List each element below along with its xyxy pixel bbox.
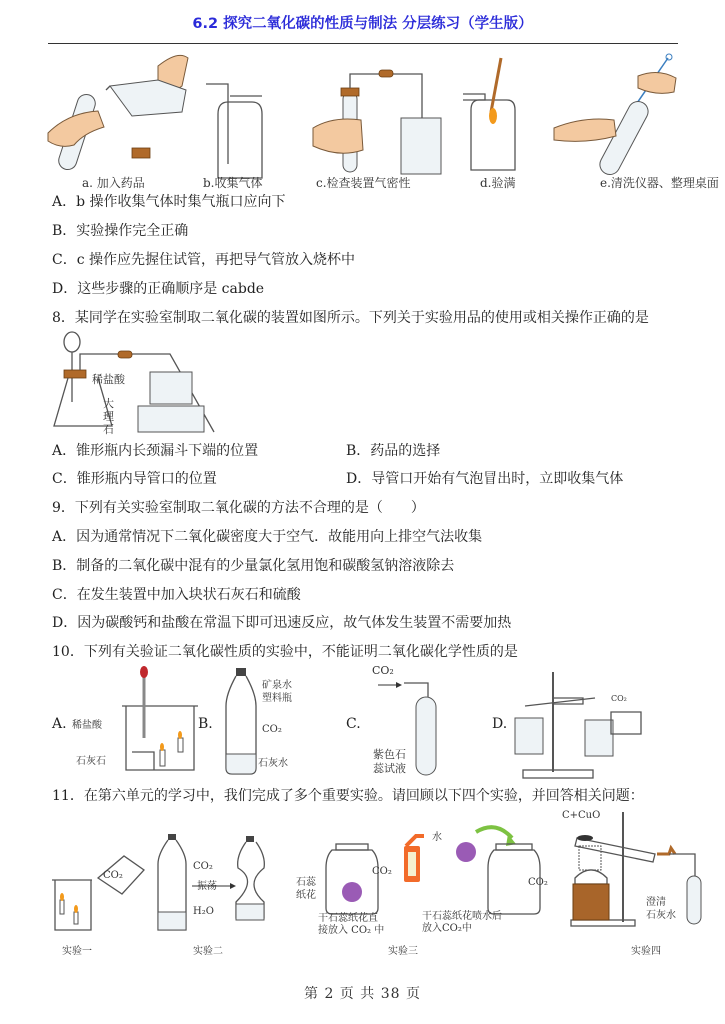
q10-b-bottle	[222, 668, 262, 778]
exp3-label-flower-1: 石蕊	[296, 877, 316, 888]
q8-option-b: B．药品的选择	[346, 443, 441, 459]
q10-a-label-limestone: 石灰石	[76, 756, 106, 767]
q7-figure	[48, 48, 719, 190]
q8-option-d: D．导管口开始有气泡冒出时，立即收集气体	[346, 471, 624, 487]
adding-reagent-illustration	[48, 48, 198, 168]
q7-caption-b: b.收集气体	[203, 176, 263, 190]
q9-option-d: D．因为碳酸钙和盐酸在常温下即可迅速反应，故气体发生装置不需要加热	[52, 615, 512, 631]
q7-option-a: A．b 操作收集气体时集气瓶口应向下	[52, 194, 286, 210]
exp3-caption: 实验三	[388, 946, 418, 957]
q7-caption-c: c.检查装置气密性	[316, 176, 411, 190]
exp3-label-wet-2: 放入CO₂中	[422, 923, 472, 934]
label-marble-1: 大	[103, 397, 114, 410]
exp3-label-co2-left: CO₂	[372, 866, 392, 877]
q10-letter-b: B.	[198, 716, 213, 732]
q10-a-label-acid: 稀盐酸	[72, 720, 102, 731]
q10-a-candles-beaker	[122, 668, 202, 768]
q10-c-label-litmus-1: 紫色石	[373, 748, 406, 761]
q8-stem: 8．某同学在实验室制取二氧化碳的装置如图所示。下列关于实验用品的使用或相关操作正确的是	[52, 310, 649, 326]
exp3-label-flower-2: 纸花	[296, 890, 316, 901]
exp1-pour-co2-beaker	[52, 850, 152, 950]
q10-stem: 10．下列有关验证二氧化碳性质的实验中，不能证明二氧化碳化学性质的是	[52, 644, 518, 660]
q10-d-label-co2: CO₂	[611, 694, 627, 703]
q10-b-label-bottle-2: 塑料瓶	[262, 693, 292, 704]
q7-caption-d: d.验满	[480, 176, 516, 190]
q7-option-c: C．c 操作应先握住试管，再把导气管放入烧杯中	[52, 252, 356, 268]
q8-option-c: C．锥形瓶内导管口的位置	[52, 471, 217, 487]
cleaning-illustration	[548, 52, 678, 172]
q10-b-label-bottle-1: 矿泉水	[262, 680, 292, 691]
q10-letter-d: D.	[492, 716, 508, 732]
q7-option-b: B．实验操作完全正确	[52, 223, 189, 239]
exp4-label-lime-2: 石灰水	[646, 910, 676, 921]
exp2-caption: 实验二	[193, 946, 223, 957]
exp3-label-water: 水	[432, 832, 442, 843]
exp2-label-co2: CO₂	[193, 861, 213, 872]
label-marble-2: 理	[103, 410, 114, 423]
q11-stem: 11．在第六单元的学习中，我们完成了多个重要实验。请回顾以下四个实验，并回答相关问题：	[52, 788, 644, 804]
exp4-label-lime-1: 澄清	[646, 897, 666, 908]
page-indicator: 第 2 页 共 38 页	[304, 986, 421, 1002]
q9-option-c: C．在发生装置中加入块状石灰石和硫酸	[52, 587, 301, 603]
exp1-caption: 实验一	[62, 946, 92, 957]
exp3-label-wet-1: 干石蕊纸花喷水后	[422, 911, 502, 922]
exp3-label-dry-2: 接放入 CO₂ 中	[318, 925, 385, 936]
exp4-caption: 实验四	[631, 946, 661, 957]
q10-b-label-limewater: 石灰水	[258, 758, 288, 769]
q8-option-a: A．锥形瓶内长颈漏斗下端的位置	[52, 443, 259, 459]
q7-caption-e: e.清洗仪器、整理桌面	[600, 176, 719, 190]
q7-caption-a: a. 加入药品	[82, 176, 145, 190]
exp3-label-dry-1: 干石蕊纸花直	[318, 913, 378, 924]
exp4-carbon-reduction	[565, 808, 715, 928]
full-test-illustration	[463, 58, 523, 178]
header-divider	[48, 43, 678, 44]
co2-generation-apparatus	[52, 330, 232, 435]
airtightness-check-illustration	[313, 68, 443, 188]
exp2-bottle-shake	[158, 834, 318, 934]
q10-c-label-co2: CO₂	[372, 664, 394, 677]
q9-option-a: A．因为通常情况下二氧化碳密度大于空气．故能用向上排空气法收集	[52, 529, 483, 545]
exp2-label-h2o: H₂O	[193, 906, 214, 917]
q9-option-b: B．制备的二氧化碳中混有的少量氯化氢用饱和碳酸氢钠溶液除去	[52, 558, 455, 574]
exp2-label-shake: 振荡	[197, 881, 217, 892]
q10-letter-a: A.	[52, 716, 67, 732]
label-dilute-hcl: 稀盐酸	[92, 373, 125, 386]
q7-option-d: D．这些步骤的正确顺序是 cabde	[52, 281, 265, 297]
q10-letter-c: C.	[346, 716, 361, 732]
page-title: 6.2 探究二氧化碳的性质与制法 分层练习（学生版）	[192, 16, 533, 32]
q10-d-balance	[515, 668, 655, 783]
exp1-label-co2: CO₂	[103, 870, 123, 881]
label-marble-3: 石	[103, 423, 114, 436]
q10-b-label-co2: CO₂	[262, 724, 282, 735]
exp3-label-co2-right: CO₂	[528, 877, 548, 888]
exp4-label-reagent: C+CuO	[562, 810, 601, 821]
q9-stem: 9．下列有关实验室制取二氧化碳的方法不合理的是（ ）	[52, 500, 425, 516]
q10-c-label-litmus-2: 蕊试液	[373, 762, 406, 775]
